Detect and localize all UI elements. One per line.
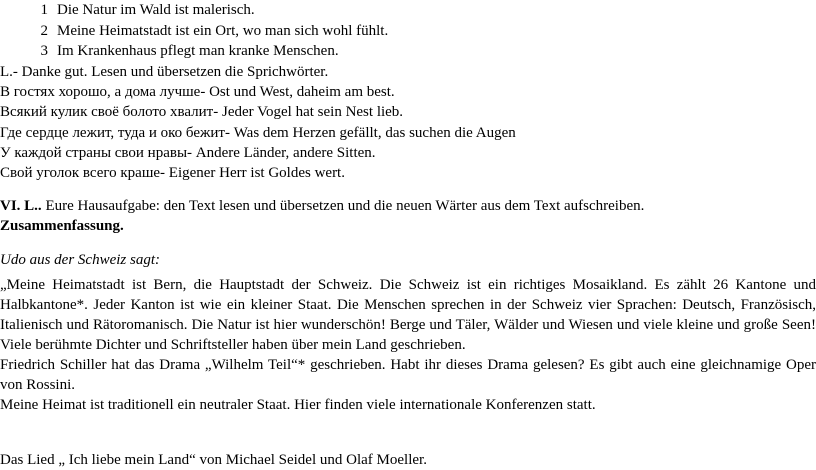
proverb-line: Всякий кулик своё болото хвалит- Jeder Vogel hat sein Nest lieb. <box>0 104 404 120</box>
paragraph-2: Friedrich Schiller hat das Drama „Wilhelm Teil“* geschrieben. Habt ihr dieses Drama gelesen? Es gibt auch eine gleichnamige Oper von Rossini. <box>0 357 816 393</box>
paragraph-3: Meine Heimat ist traditionell ein neutraler Staat. Hier finden viele internationale Konferenzen statt. <box>0 397 596 413</box>
numbered-item <box>0 41 339 61</box>
homework-label: VI. L.. <box>0 198 42 214</box>
item-number: 3 <box>40 43 48 59</box>
song-title-line: Das Lied „ Ich liebe mein Land“ von Michael Seidel und Olaf Moeller. <box>0 452 427 468</box>
item-text: Im Krankenhaus pflegt man kranke Menschen. <box>57 43 339 59</box>
item-text: Die Natur im Wald ist malerisch. <box>57 2 255 18</box>
numbered-item <box>0 21 388 41</box>
proverb-line: В гостях хорошо, а дома лучше- Ost und West, daheim am best. <box>0 84 395 100</box>
proverb-line: Где сердце лежит, туда и око бежит- Was dem Herzen gefällt, das suchen die Augen <box>0 125 516 141</box>
homework-text: Eure Hausaufgabe: den Text lesen und übersetzen und die neuen Wärter aus dem Text aufschreiben. <box>45 198 645 214</box>
proverb-line: У каждой страны свои нравы- Andere Länder, andere Sitten. <box>0 145 376 161</box>
item-text: Meine Heimatstadt ist ein Ort, wo man sich wohl fühlt. <box>57 23 389 39</box>
item-number: 1 <box>40 2 48 18</box>
item-number: 2 <box>40 23 48 39</box>
paragraph-1: „Meine Heimatstadt ist Bern, die Hauptstadt der Schweiz. Die Schweiz ist ein richtiges Mosaikland. Es zählt 26 Kantone und Halbkantone*. Jeder Kanton ist wie ein kleiner Staat. Die Menschen sprechen in der Schweiz vier Sprachen: Deutsch, Französisch, Italienisch und Rätoromanisch. Die Natur ist hier wunderschön! Berge und Täler, Wälder und Wiesen und viele kleine und große Seen! Viele berühmte Dichter und Schriftsteller haben über mein Land geschrieben. <box>0 277 816 353</box>
proverb-line: Свой уголок всего краше- Eigener Herr ist Goldes wert. <box>0 165 345 181</box>
speaker-heading: Udo aus der Schweiz sagt: <box>0 252 160 268</box>
summary-heading: Zusammenfassung. <box>0 218 124 234</box>
proverb-intro: L.- Danke gut. Lesen und übersetzen die Sprichwörter. <box>0 64 329 80</box>
numbered-item <box>0 0 255 20</box>
homework-line <box>0 196 644 216</box>
